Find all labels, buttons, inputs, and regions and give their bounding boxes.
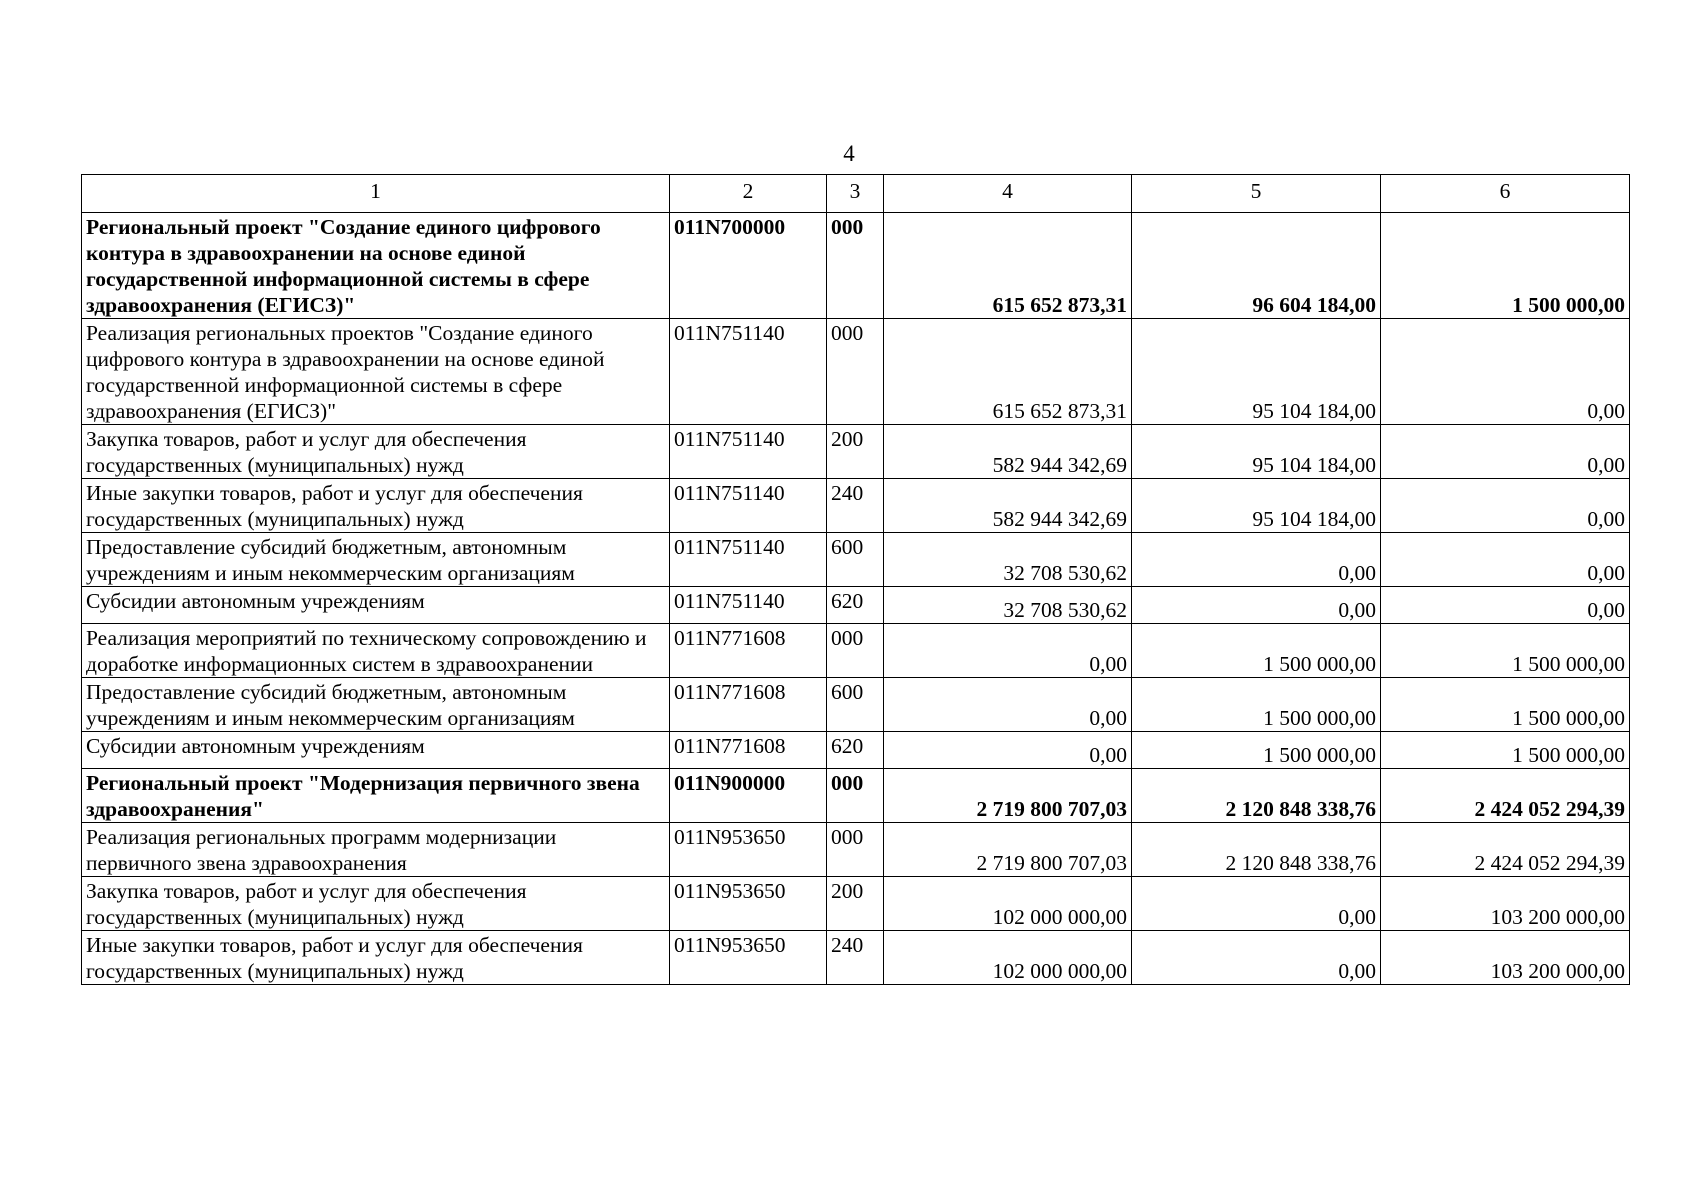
row-name-cell: Субсидии автономным учреждениям	[82, 732, 670, 769]
row-value-col6-cell: 1 500 000,00	[1381, 213, 1630, 319]
row-value-col6-cell: 103 200 000,00	[1381, 931, 1630, 985]
row-value-col6-cell: 0,00	[1381, 533, 1630, 587]
row-value-col5-cell: 0,00	[1132, 533, 1381, 587]
row-name-cell: Предоставление субсидий бюджетным, автономным учреждениям и иным некоммерческим организациям	[82, 533, 670, 587]
row-name-cell: Региональный проект "Модернизация первичного звена здравоохранения"	[82, 769, 670, 823]
row-code-cell: 011N771608	[670, 678, 827, 732]
column-header: 1	[82, 175, 670, 213]
row-name-cell: Закупка товаров, работ и услуг для обеспечения государственных (муниципальных) нужд	[82, 425, 670, 479]
row-value-col5-cell: 95 104 184,00	[1132, 319, 1381, 425]
budget-table	[81, 174, 1630, 985]
row-value-col4-cell: 102 000 000,00	[884, 877, 1132, 931]
row-type-cell: 600	[827, 678, 884, 732]
row-code-cell: 011N900000	[670, 769, 827, 823]
column-header: 6	[1381, 175, 1630, 213]
table-row	[82, 319, 1630, 425]
row-type-cell: 200	[827, 425, 884, 479]
row-value-col6-cell: 1 500 000,00	[1381, 678, 1630, 732]
row-value-col4-cell: 615 652 873,31	[884, 319, 1132, 425]
row-name-cell: Субсидии автономным учреждениям	[82, 587, 670, 624]
row-value-col6-cell: 103 200 000,00	[1381, 877, 1630, 931]
row-name-cell: Предоставление субсидий бюджетным, автономным учреждениям и иным некоммерческим организациям	[82, 678, 670, 732]
row-value-col4-cell: 2 719 800 707,03	[884, 823, 1132, 877]
row-value-col4-cell: 2 719 800 707,03	[884, 769, 1132, 823]
row-value-col5-cell: 1 500 000,00	[1132, 678, 1381, 732]
row-type-cell: 200	[827, 877, 884, 931]
row-type-cell: 000	[827, 319, 884, 425]
row-code-cell: 011N751140	[670, 319, 827, 425]
row-code-cell: 011N771608	[670, 732, 827, 769]
row-value-col6-cell: 1 500 000,00	[1381, 624, 1630, 678]
row-type-cell: 000	[827, 624, 884, 678]
row-value-col5-cell: 1 500 000,00	[1132, 624, 1381, 678]
table-row	[82, 624, 1630, 678]
row-value-col4-cell: 615 652 873,31	[884, 213, 1132, 319]
row-code-cell: 011N751140	[670, 533, 827, 587]
row-code-cell: 011N751140	[670, 479, 827, 533]
row-name-cell: Иные закупки товаров, работ и услуг для обеспечения государственных (муниципальных) нужд	[82, 479, 670, 533]
row-type-cell: 620	[827, 587, 884, 624]
row-value-col5-cell: 0,00	[1132, 587, 1381, 624]
row-name-cell: Закупка товаров, работ и услуг для обеспечения государственных (муниципальных) нужд	[82, 877, 670, 931]
row-value-col6-cell: 2 424 052 294,39	[1381, 823, 1630, 877]
row-code-cell: 011N953650	[670, 931, 827, 985]
row-value-col4-cell: 32 708 530,62	[884, 533, 1132, 587]
table-row	[82, 732, 1630, 769]
row-code-cell: 011N771608	[670, 624, 827, 678]
row-value-col6-cell: 1 500 000,00	[1381, 732, 1630, 769]
table-row	[82, 587, 1630, 624]
row-value-col5-cell: 0,00	[1132, 877, 1381, 931]
table-row	[82, 425, 1630, 479]
row-value-col5-cell: 0,00	[1132, 931, 1381, 985]
table-row	[82, 678, 1630, 732]
table-row	[82, 823, 1630, 877]
row-value-col6-cell: 0,00	[1381, 319, 1630, 425]
row-code-cell: 011N953650	[670, 823, 827, 877]
row-code-cell: 011N953650	[670, 877, 827, 931]
row-name-cell: Реализация региональных программ модернизации первичного звена здравоохранения	[82, 823, 670, 877]
column-header: 5	[1132, 175, 1381, 213]
table-row	[82, 533, 1630, 587]
table-row	[82, 479, 1630, 533]
row-name-cell: Иные закупки товаров, работ и услуг для обеспечения государственных (муниципальных) нужд	[82, 931, 670, 985]
row-name-cell: Региональный проект "Создание единого цифрового контура в здравоохранении на основе единой государственной информационной системы в сфере здравоохранения (ЕГИСЗ)"	[82, 213, 670, 319]
row-code-cell: 011N751140	[670, 425, 827, 479]
row-value-col6-cell: 0,00	[1381, 425, 1630, 479]
row-value-col4-cell: 32 708 530,62	[884, 587, 1132, 624]
row-type-cell: 620	[827, 732, 884, 769]
row-value-col4-cell: 0,00	[884, 732, 1132, 769]
row-type-cell: 240	[827, 931, 884, 985]
row-value-col5-cell: 2 120 848 338,76	[1132, 823, 1381, 877]
row-value-col6-cell: 0,00	[1381, 587, 1630, 624]
row-name-cell: Реализация мероприятий по техническому сопровождению и доработке информационных систем в здравоохранении	[82, 624, 670, 678]
table-row	[82, 877, 1630, 931]
row-value-col5-cell: 96 604 184,00	[1132, 213, 1381, 319]
column-header: 2	[670, 175, 827, 213]
row-value-col5-cell: 2 120 848 338,76	[1132, 769, 1381, 823]
column-header: 4	[884, 175, 1132, 213]
row-type-cell: 240	[827, 479, 884, 533]
budget-table-body	[82, 175, 1630, 985]
row-value-col6-cell: 0,00	[1381, 479, 1630, 533]
row-value-col5-cell: 95 104 184,00	[1132, 479, 1381, 533]
row-value-col4-cell: 582 944 342,69	[884, 425, 1132, 479]
table-row	[82, 931, 1630, 985]
row-value-col4-cell: 0,00	[884, 678, 1132, 732]
row-type-cell: 000	[827, 213, 884, 319]
row-value-col4-cell: 0,00	[884, 624, 1132, 678]
column-header: 3	[827, 175, 884, 213]
table-header-row	[82, 175, 1630, 213]
row-value-col4-cell: 102 000 000,00	[884, 931, 1132, 985]
row-value-col5-cell: 95 104 184,00	[1132, 425, 1381, 479]
page-number: 4	[843, 141, 855, 166]
row-value-col4-cell: 582 944 342,69	[884, 479, 1132, 533]
table-row	[82, 769, 1630, 823]
row-code-cell: 011N700000	[670, 213, 827, 319]
row-value-col6-cell: 2 424 052 294,39	[1381, 769, 1630, 823]
row-name-cell: Реализация региональных проектов "Создание единого цифрового контура в здравоохранении на основе единой государственной информационной системы в сфере здравоохранения (ЕГИСЗ)"	[82, 319, 670, 425]
row-type-cell: 000	[827, 823, 884, 877]
row-value-col5-cell: 1 500 000,00	[1132, 732, 1381, 769]
row-type-cell: 600	[827, 533, 884, 587]
table-row	[82, 213, 1630, 319]
row-type-cell: 000	[827, 769, 884, 823]
row-code-cell: 011N751140	[670, 587, 827, 624]
